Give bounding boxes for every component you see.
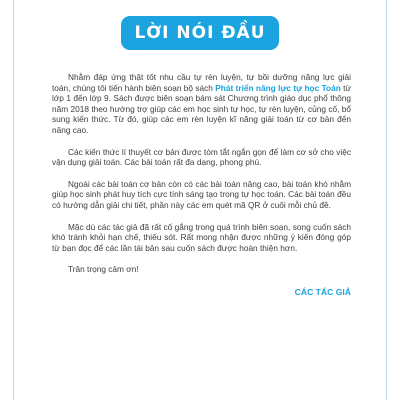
paragraph-theory: Các kiến thức lí thuyết cơ bản được tóm tắt ngắn gọn để làm cơ sở cho việc vận dụng giải toán. Các bài toán rất đa dạng, phong phú. xyxy=(52,146,351,168)
paragraph-thanks: Trân trọng cảm ơn! xyxy=(68,264,139,275)
book-series-title: Phát triển năng lực tự học Toán xyxy=(215,82,341,93)
preface-body xyxy=(52,72,351,298)
page-title: LỜI NÓI ĐẦU xyxy=(134,23,266,43)
paragraph-feedback: Mặc dù các tác giả đã rất cố gắng trong quá trình biên soạn, song cuốn sách khó tránh khỏi hạn chế, thiếu sót. Rất mong nhận được những ý kiến đóng góp từ bạn đọc để các lần tái bản sau cuốn sách được hoàn thiện hơn. xyxy=(52,221,351,253)
title-banner xyxy=(121,16,279,50)
authors-signature: CÁC TÁC GIẢ xyxy=(294,286,351,297)
paragraph-advanced: Ngoài các bài toán cơ bản còn có các bài toán nâng cao, bài toán khó nhằm giúp học sinh phát huy tích cực tính sáng tạo trong tự học toán. Các bài toán đều có hướng dẫn giải chi tiết, phần này các em quét mã QR ở cuối mỗi chủ đề. xyxy=(52,178,351,210)
left-margin-line xyxy=(13,0,14,400)
paragraph-intro-after: từ lớp 1 đến lớp 9. Sách được biên soạn bám sát Chương trình giáo dục phổ thông năm 2018 theo hướng trợ giúp các em học sinh tự học, tự rèn luyện, củng cố, bổ sung kiến thức. Từ đó, giúp các em rèn luyện kĩ năng giải toán từ cơ bản đến nâng cao. xyxy=(52,82,351,135)
paragraph-intro xyxy=(52,72,351,136)
right-margin-line xyxy=(386,0,387,400)
paragraph-intro-before: Nhằm đáp ứng thật tốt nhu cầu tự rèn luyện, tự bồi dưỡng năng lực giải toán, chúng tôi tiến hành biên soạn bộ sách xyxy=(52,72,351,93)
